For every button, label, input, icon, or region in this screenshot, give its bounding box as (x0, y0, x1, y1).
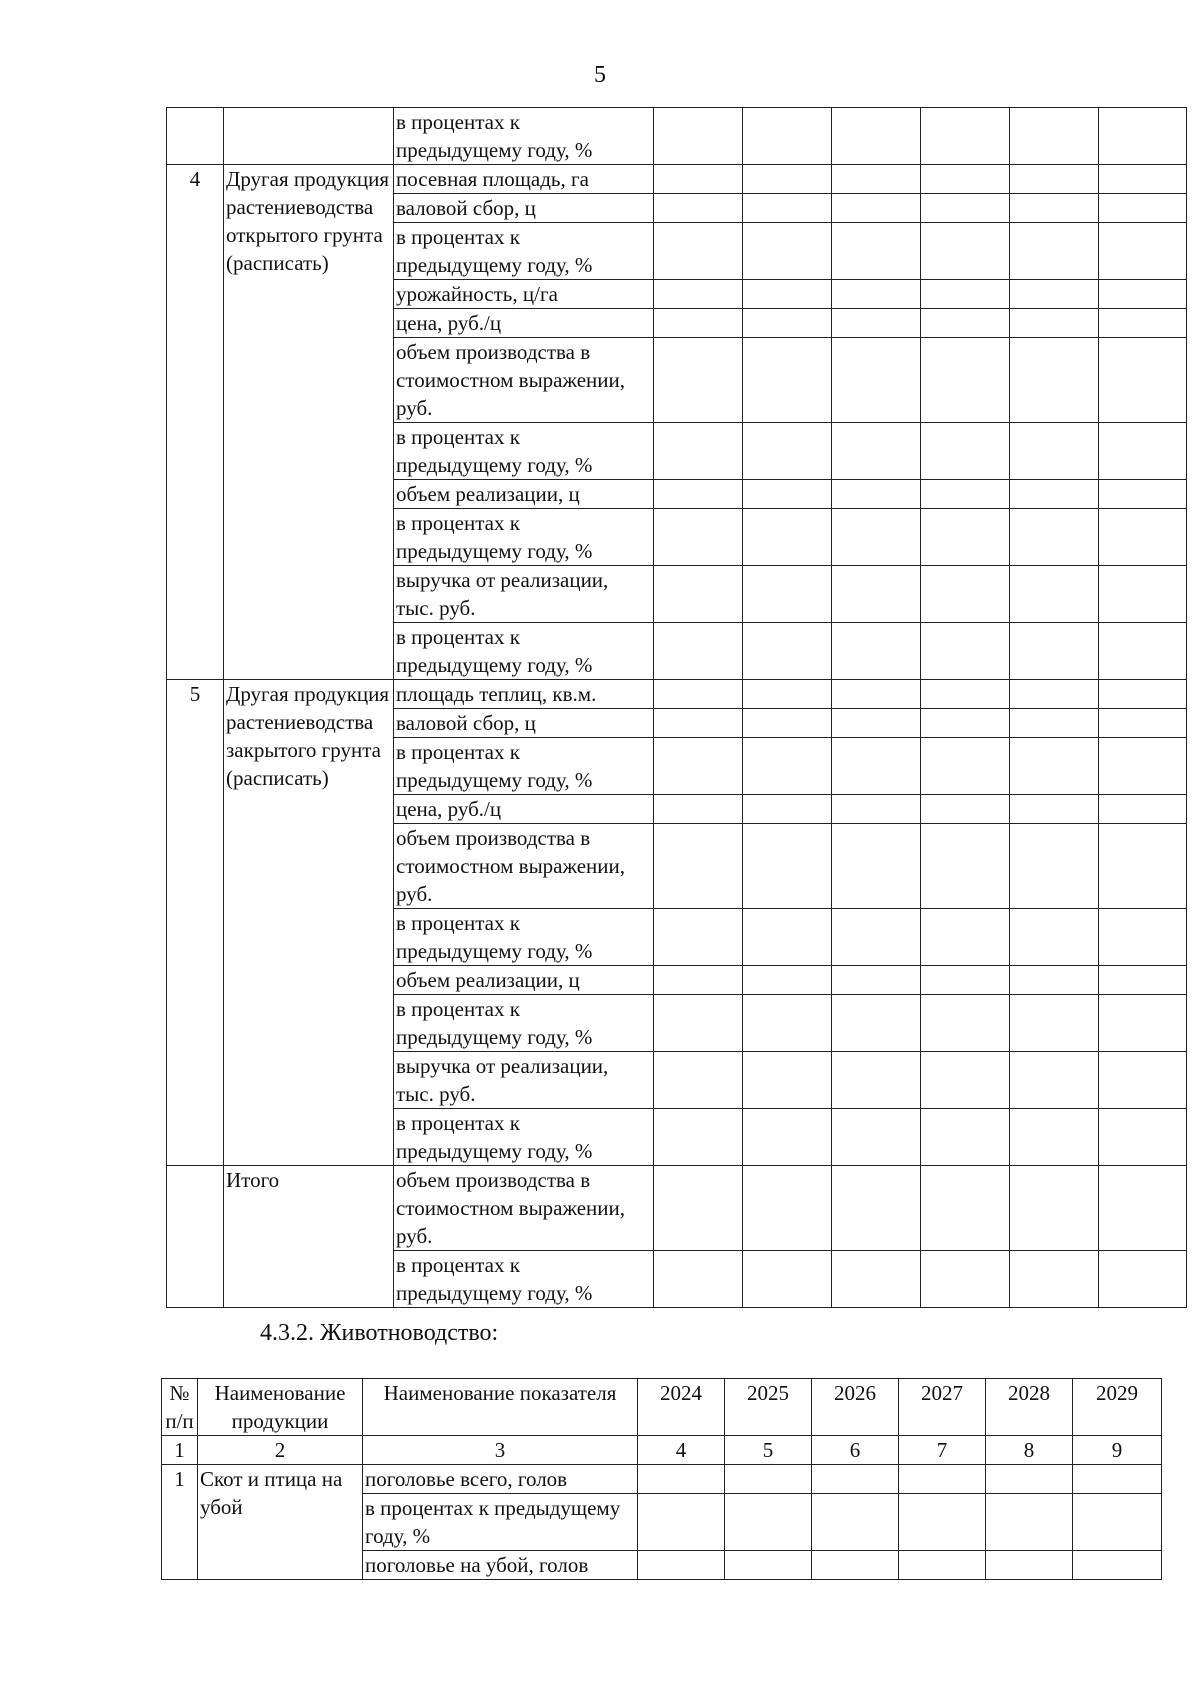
value-cell (1010, 338, 1099, 423)
value-cell (1010, 709, 1099, 738)
value-cell (1099, 280, 1187, 309)
value-cell (1010, 1166, 1099, 1251)
indicator-name: выручка от реализации, тыс. руб. (394, 566, 654, 623)
value-cell (743, 909, 832, 966)
value-cell (1010, 223, 1099, 280)
value-cell (832, 309, 921, 338)
indicator-name: валовой сбор, ц (394, 709, 654, 738)
value-cell (832, 1052, 921, 1109)
value-cell (1099, 1052, 1187, 1109)
value-cell (832, 995, 921, 1052)
value-cell (832, 909, 921, 966)
value-cell (921, 966, 1010, 995)
value-cell (725, 1465, 812, 1494)
indicator-name: в процентах к предыдущему году, % (394, 995, 654, 1052)
value-cell (832, 680, 921, 709)
value-cell (743, 509, 832, 566)
value-cell (921, 824, 1010, 909)
value-cell (654, 165, 743, 194)
value-cell (1010, 194, 1099, 223)
value-cell (921, 909, 1010, 966)
indicator-name: цена, руб./ц (394, 795, 654, 824)
value-cell (921, 680, 1010, 709)
product-name: Скот и птица на убой (198, 1465, 363, 1580)
value-cell (654, 995, 743, 1052)
value-cell (832, 1109, 921, 1166)
indicator-name: посевная площадь, га (394, 165, 654, 194)
value-cell (832, 108, 921, 165)
indicator-name: поголовье на убой, голов (363, 1551, 638, 1580)
value-cell (725, 1551, 812, 1580)
column-number: 1 (162, 1436, 198, 1465)
value-cell (1099, 623, 1187, 680)
value-cell (654, 509, 743, 566)
value-cell (654, 194, 743, 223)
column-header: 2026 (812, 1379, 899, 1436)
value-cell (743, 1109, 832, 1166)
value-cell (743, 1251, 832, 1308)
value-cell (743, 223, 832, 280)
value-cell (654, 108, 743, 165)
value-cell (743, 795, 832, 824)
row-number: 5 (167, 680, 224, 1166)
value-cell (832, 194, 921, 223)
value-cell (921, 738, 1010, 795)
value-cell (921, 280, 1010, 309)
value-cell (1010, 480, 1099, 509)
value-cell (1010, 1251, 1099, 1308)
column-header: 2025 (725, 1379, 812, 1436)
value-cell (832, 338, 921, 423)
value-cell (921, 1251, 1010, 1308)
column-header: Наименование продукции (198, 1379, 363, 1436)
indicator-name: объем производства в стоимостном выражении, руб. (394, 824, 654, 909)
value-cell (1099, 995, 1187, 1052)
indicator-name: в процентах к предыдущему году, % (394, 623, 654, 680)
value-cell (654, 1251, 743, 1308)
value-cell (986, 1465, 1073, 1494)
row-number (167, 1166, 224, 1308)
table-row (167, 1166, 1187, 1251)
livestock-table (161, 1378, 1162, 1580)
value-cell (743, 824, 832, 909)
value-cell (1010, 795, 1099, 824)
value-cell (832, 165, 921, 194)
indicator-name: площадь теплиц, кв.м. (394, 680, 654, 709)
value-cell (638, 1494, 725, 1551)
value-cell (832, 566, 921, 623)
column-number: 5 (725, 1436, 812, 1465)
value-cell (1099, 566, 1187, 623)
indicator-name: объем реализации, ц (394, 966, 654, 995)
value-cell (1099, 909, 1187, 966)
indicator-name: цена, руб./ц (394, 309, 654, 338)
value-cell (1010, 309, 1099, 338)
value-cell (743, 423, 832, 480)
value-cell (654, 680, 743, 709)
value-cell (921, 566, 1010, 623)
indicator-name: поголовье всего, голов (363, 1465, 638, 1494)
value-cell (832, 423, 921, 480)
section-title: 4.3.2. Животноводство: (260, 1320, 499, 1346)
value-cell (654, 709, 743, 738)
value-cell (1010, 909, 1099, 966)
column-number: 6 (812, 1436, 899, 1465)
value-cell (654, 1052, 743, 1109)
value-cell (743, 995, 832, 1052)
value-cell (1099, 108, 1187, 165)
value-cell (921, 709, 1010, 738)
value-cell (743, 194, 832, 223)
value-cell (1010, 280, 1099, 309)
value-cell (921, 795, 1010, 824)
indicator-name: в процентах к предыдущему году, % (394, 509, 654, 566)
column-header: Наименование показателя (363, 1379, 638, 1436)
value-cell (1099, 223, 1187, 280)
value-cell (1073, 1551, 1162, 1580)
row-number: 4 (167, 165, 224, 680)
value-cell (654, 309, 743, 338)
column-number: 8 (986, 1436, 1073, 1465)
value-cell (921, 1166, 1010, 1251)
column-header: 2024 (638, 1379, 725, 1436)
value-cell (743, 280, 832, 309)
value-cell (832, 738, 921, 795)
product-name: Другая продукция растениеводства закрытого грунта (расписать) (224, 680, 394, 1166)
indicator-name: объем реализации, ц (394, 480, 654, 509)
indicator-name: в процентах к предыдущему году, % (394, 738, 654, 795)
indicator-name: в процентах к предыдущему году, % (394, 223, 654, 280)
value-cell (1010, 509, 1099, 566)
product-name: Итого (224, 1166, 394, 1308)
value-cell (832, 480, 921, 509)
row-number: 1 (162, 1465, 198, 1580)
value-cell (654, 738, 743, 795)
value-cell (1099, 194, 1187, 223)
column-number: 4 (638, 1436, 725, 1465)
value-cell (743, 338, 832, 423)
indicator-name: в процентах к предыдущему году, % (394, 1251, 654, 1308)
value-cell (1010, 680, 1099, 709)
indicator-name: выручка от реализации, тыс. руб. (394, 1052, 654, 1109)
value-cell (654, 824, 743, 909)
value-cell (743, 1166, 832, 1251)
indicator-name: в процентах к предыдущему году, % (394, 909, 654, 966)
value-cell (921, 480, 1010, 509)
value-cell (1099, 709, 1187, 738)
value-cell (638, 1465, 725, 1494)
value-cell (921, 423, 1010, 480)
value-cell (921, 623, 1010, 680)
value-cell (654, 1109, 743, 1166)
value-cell (921, 1109, 1010, 1166)
value-cell (654, 423, 743, 480)
value-cell (1099, 338, 1187, 423)
value-cell (654, 280, 743, 309)
value-cell (1099, 738, 1187, 795)
value-cell (654, 1166, 743, 1251)
value-cell (921, 165, 1010, 194)
value-cell (832, 709, 921, 738)
value-cell (832, 824, 921, 909)
value-cell (899, 1465, 986, 1494)
page-number: 5 (594, 62, 606, 88)
product-name: Другая продукция растениеводства открытого грунта (расписать) (224, 165, 394, 680)
indicator-name: объем производства в стоимостном выражении, руб. (394, 338, 654, 423)
value-cell (921, 509, 1010, 566)
value-cell (1099, 795, 1187, 824)
value-cell (921, 309, 1010, 338)
value-cell (986, 1551, 1073, 1580)
table-row (167, 680, 1187, 709)
value-cell (832, 1166, 921, 1251)
value-cell (1099, 1251, 1187, 1308)
value-cell (654, 623, 743, 680)
value-cell (899, 1494, 986, 1551)
value-cell (638, 1551, 725, 1580)
value-cell (1010, 1052, 1099, 1109)
value-cell (743, 1052, 832, 1109)
value-cell (1010, 824, 1099, 909)
value-cell (832, 280, 921, 309)
column-number: 3 (363, 1436, 638, 1465)
indicator-name: в процентах к предыдущему году, % (394, 423, 654, 480)
value-cell (921, 223, 1010, 280)
column-header: 2028 (986, 1379, 1073, 1436)
column-number: 9 (1073, 1436, 1162, 1465)
value-cell (743, 309, 832, 338)
column-header: 2027 (899, 1379, 986, 1436)
value-cell (1010, 423, 1099, 480)
indicator-name: урожайность, ц/га (394, 280, 654, 309)
value-cell (1010, 108, 1099, 165)
value-cell (743, 566, 832, 623)
table-row (167, 108, 1187, 165)
value-cell (743, 680, 832, 709)
value-cell (1073, 1465, 1162, 1494)
value-cell (1099, 966, 1187, 995)
value-cell (743, 709, 832, 738)
value-cell (1099, 509, 1187, 566)
table-row (162, 1465, 1162, 1494)
value-cell (921, 338, 1010, 423)
value-cell (1010, 995, 1099, 1052)
value-cell (743, 108, 832, 165)
value-cell (921, 108, 1010, 165)
value-cell (832, 1251, 921, 1308)
value-cell (654, 566, 743, 623)
value-cell (832, 795, 921, 824)
column-header: 2029 (1073, 1379, 1162, 1436)
column-number: 7 (899, 1436, 986, 1465)
value-cell (1010, 1109, 1099, 1166)
value-cell (1010, 165, 1099, 194)
value-cell (1010, 738, 1099, 795)
indicator-name: в процентах к предыдущему году, % (394, 108, 654, 165)
value-cell (1099, 1109, 1187, 1166)
value-cell (743, 480, 832, 509)
value-cell (1099, 680, 1187, 709)
indicator-name: валовой сбор, ц (394, 194, 654, 223)
value-cell (921, 1052, 1010, 1109)
value-cell (1099, 480, 1187, 509)
value-cell (654, 795, 743, 824)
table-row (167, 165, 1187, 194)
value-cell (812, 1494, 899, 1551)
value-cell (1010, 566, 1099, 623)
value-cell (743, 165, 832, 194)
value-cell (743, 623, 832, 680)
value-cell (832, 509, 921, 566)
indicator-name: в процентах к предыдущему году, % (363, 1494, 638, 1551)
value-cell (1099, 165, 1187, 194)
value-cell (725, 1494, 812, 1551)
column-number: 2 (198, 1436, 363, 1465)
value-cell (1099, 423, 1187, 480)
value-cell (743, 738, 832, 795)
indicator-name: объем производства в стоимостном выражении, руб. (394, 1166, 654, 1251)
value-cell (743, 966, 832, 995)
crop-production-table (166, 107, 1187, 1308)
value-cell (812, 1551, 899, 1580)
value-cell (1099, 824, 1187, 909)
product-name (224, 108, 394, 165)
value-cell (832, 223, 921, 280)
value-cell (832, 623, 921, 680)
value-cell (921, 995, 1010, 1052)
value-cell (654, 480, 743, 509)
value-cell (986, 1494, 1073, 1551)
value-cell (921, 194, 1010, 223)
value-cell (1010, 966, 1099, 995)
value-cell (654, 966, 743, 995)
column-header: № п/п (162, 1379, 198, 1436)
value-cell (1073, 1494, 1162, 1551)
value-cell (832, 966, 921, 995)
value-cell (812, 1465, 899, 1494)
value-cell (654, 223, 743, 280)
value-cell (899, 1551, 986, 1580)
value-cell (1099, 309, 1187, 338)
indicator-name: в процентах к предыдущему году, % (394, 1109, 654, 1166)
row-number (167, 108, 224, 165)
value-cell (1099, 1166, 1187, 1251)
value-cell (654, 338, 743, 423)
value-cell (654, 909, 743, 966)
value-cell (1010, 623, 1099, 680)
